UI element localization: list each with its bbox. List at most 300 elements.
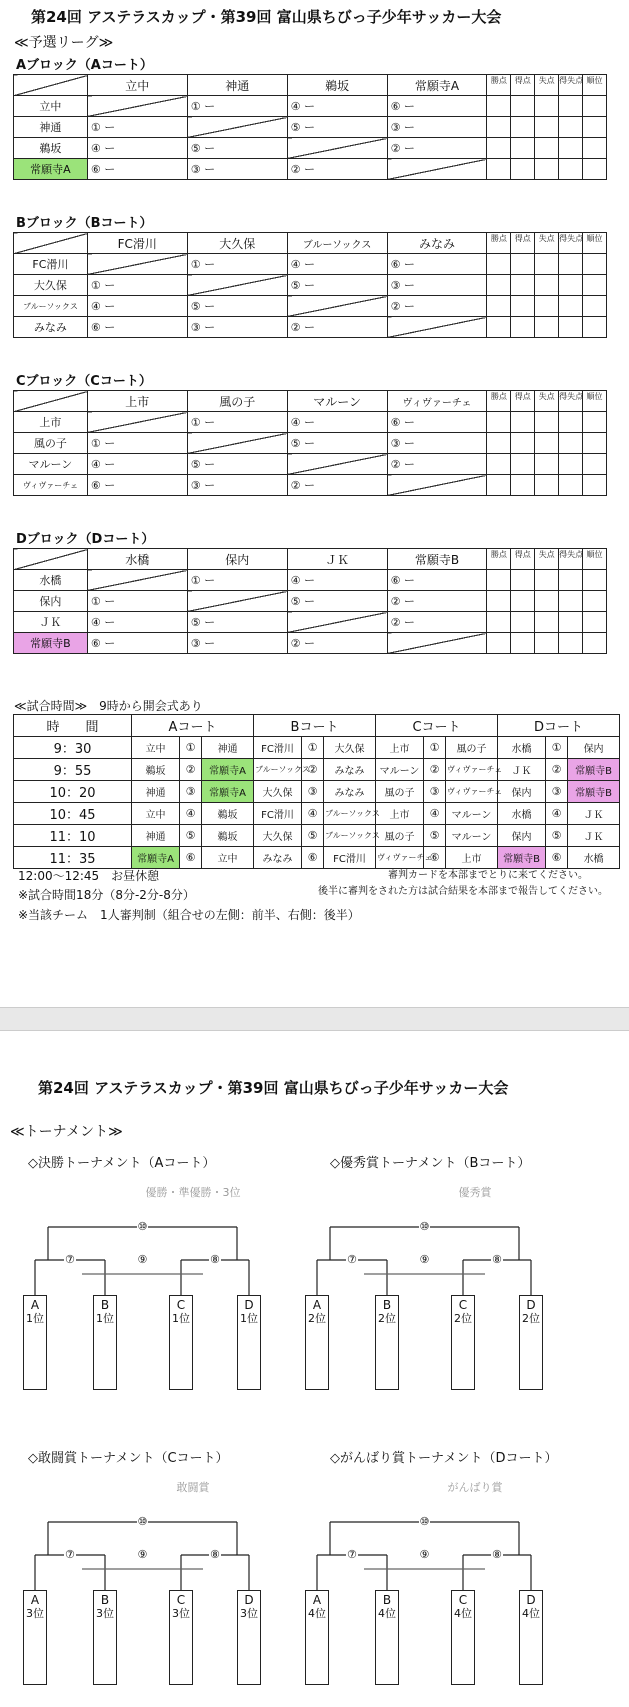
team-row-label: 常願寺A bbox=[14, 159, 88, 180]
self-match-cell bbox=[87, 412, 187, 433]
seed-rank: 4位 bbox=[308, 1607, 326, 1620]
team-name: 大久保 bbox=[324, 737, 376, 759]
team-name: みなみ bbox=[254, 847, 302, 869]
stat-header: 勝点 bbox=[487, 549, 511, 570]
match-cell: ④ ー bbox=[287, 96, 387, 117]
bracket-lines bbox=[18, 1212, 318, 1372]
seed-letter: B bbox=[382, 1593, 392, 1607]
seed-box bbox=[237, 1295, 261, 1390]
stat-cell bbox=[511, 454, 535, 475]
self-match-cell bbox=[187, 591, 287, 612]
stat-cell bbox=[559, 475, 583, 496]
team-name: 神通 bbox=[132, 781, 180, 803]
stat-cell bbox=[583, 570, 607, 591]
stat-header: 得点 bbox=[511, 549, 535, 570]
team-name: 常願寺A bbox=[202, 759, 254, 781]
match-number: ① bbox=[302, 737, 324, 759]
match-cell: ① ー bbox=[87, 275, 187, 296]
semifinal-number: ⑧ bbox=[492, 1548, 502, 1561]
block-heading: Dブロック（Dコート） bbox=[16, 532, 155, 547]
seed-letter: D bbox=[526, 1298, 536, 1312]
self-match-cell bbox=[87, 570, 187, 591]
match-cell: ④ ー bbox=[87, 296, 187, 317]
match-cell: ① ー bbox=[87, 591, 187, 612]
team-row-label: 大久保 bbox=[14, 275, 88, 296]
match-number: ② bbox=[424, 759, 446, 781]
stat-cell bbox=[559, 138, 583, 159]
team-row-label: マルーン bbox=[14, 454, 88, 475]
stat-cell bbox=[583, 454, 607, 475]
seed-box bbox=[93, 1590, 117, 1685]
team-row-label: ヴィヴァーチェ bbox=[14, 475, 88, 496]
match-cell: ⑤ ー bbox=[187, 138, 287, 159]
match-cell: ② ー bbox=[387, 454, 487, 475]
team-name: 保内 bbox=[498, 781, 546, 803]
team-name: 鵜坂 bbox=[132, 759, 180, 781]
stat-cell bbox=[511, 591, 535, 612]
stat-header: 失点 bbox=[535, 391, 559, 412]
match-cell: ① ー bbox=[87, 117, 187, 138]
stat-cell bbox=[559, 570, 583, 591]
stat-cell bbox=[511, 433, 535, 454]
team-row-label: みなみ bbox=[14, 317, 88, 338]
match-number: ⑤ bbox=[302, 825, 324, 847]
stat-cell bbox=[487, 296, 511, 317]
team-header: 常願寺B bbox=[387, 549, 487, 570]
stat-cell bbox=[511, 633, 535, 654]
team-row-label: ＪＫ bbox=[14, 612, 88, 633]
seed-box bbox=[237, 1590, 261, 1685]
match-number: ② bbox=[546, 759, 568, 781]
stat-cell bbox=[535, 317, 559, 338]
stat-cell bbox=[583, 591, 607, 612]
stat-cell bbox=[511, 159, 535, 180]
stat-cell bbox=[535, 475, 559, 496]
seed-rank: 4位 bbox=[454, 1607, 472, 1620]
team-row-label: 風の子 bbox=[14, 433, 88, 454]
page-separator bbox=[0, 1007, 629, 1031]
stat-cell bbox=[559, 412, 583, 433]
stat-header: 順位 bbox=[583, 233, 607, 254]
card-note-1: 審判カードを本部までとりに来てください。 bbox=[388, 870, 588, 881]
stat-cell bbox=[487, 433, 511, 454]
match-number: ① bbox=[546, 737, 568, 759]
stat-cell bbox=[535, 570, 559, 591]
league-table bbox=[13, 390, 607, 496]
stat-header: 失点 bbox=[535, 549, 559, 570]
seed-rank: 1位 bbox=[26, 1312, 44, 1325]
final-match-number: ⑩ bbox=[137, 1515, 148, 1528]
stat-cell bbox=[583, 317, 607, 338]
card-note-2: 後半に審判をされた方は試合結果を本部まで報告してください。 bbox=[318, 886, 608, 897]
seed-letter: B bbox=[382, 1298, 392, 1312]
match-number: ⑤ bbox=[546, 825, 568, 847]
team-name: ＪＫ bbox=[498, 759, 546, 781]
team-header: FC滑川 bbox=[87, 233, 187, 254]
team-name: ブルーソックス bbox=[254, 759, 302, 781]
league-table bbox=[13, 232, 607, 338]
self-match-cell bbox=[287, 454, 387, 475]
league-table bbox=[13, 74, 607, 180]
team-header: マルーン bbox=[287, 391, 387, 412]
match-cell: ⑤ ー bbox=[187, 454, 287, 475]
match-cell: ① ー bbox=[187, 412, 287, 433]
stat-cell bbox=[535, 138, 559, 159]
match-number: ⑥ bbox=[302, 847, 324, 869]
seed-box bbox=[305, 1295, 329, 1390]
seed-letter: A bbox=[30, 1298, 40, 1312]
stat-cell bbox=[487, 412, 511, 433]
stat-cell bbox=[535, 591, 559, 612]
seed-rank: 1位 bbox=[172, 1312, 190, 1325]
match-number: ⑥ bbox=[180, 847, 202, 869]
stat-header: 順位 bbox=[583, 75, 607, 96]
prize-label: 優秀賞 bbox=[458, 1186, 492, 1199]
self-match-cell bbox=[87, 96, 187, 117]
match-number: ② bbox=[302, 759, 324, 781]
match-cell: ② ー bbox=[387, 612, 487, 633]
stat-header: 勝点 bbox=[487, 391, 511, 412]
seed-box bbox=[93, 1295, 117, 1390]
match-cell: ② ー bbox=[387, 591, 487, 612]
match-number: ④ bbox=[546, 803, 568, 825]
seed-rank: 3位 bbox=[172, 1607, 190, 1620]
match-number: ⑤ bbox=[424, 825, 446, 847]
stat-header: 得点 bbox=[511, 233, 535, 254]
match-cell: ③ ー bbox=[187, 633, 287, 654]
seed-letter: A bbox=[312, 1593, 322, 1607]
prize-label: 敢闘賞 bbox=[176, 1481, 210, 1494]
third-place-number: ⑨ bbox=[419, 1253, 430, 1266]
seed-letter: A bbox=[30, 1593, 40, 1607]
bracket-lines bbox=[18, 1507, 318, 1667]
stat-header: 勝点 bbox=[487, 233, 511, 254]
seed-rank: 3位 bbox=[240, 1607, 258, 1620]
match-cell: ④ ー bbox=[87, 612, 187, 633]
match-number: ③ bbox=[180, 781, 202, 803]
stat-cell bbox=[559, 317, 583, 338]
match-cell: ⑥ ー bbox=[87, 317, 187, 338]
team-name: マルーン bbox=[376, 759, 424, 781]
match-cell: ⑥ ー bbox=[387, 412, 487, 433]
stat-cell bbox=[559, 454, 583, 475]
match-number: ④ bbox=[180, 803, 202, 825]
team-name: 風の子 bbox=[376, 781, 424, 803]
seed-box bbox=[169, 1295, 193, 1390]
seed-letter: D bbox=[526, 1593, 536, 1607]
stat-cell bbox=[487, 96, 511, 117]
seed-rank: 4位 bbox=[378, 1607, 396, 1620]
team-name: 上市 bbox=[376, 737, 424, 759]
seed-box bbox=[451, 1295, 475, 1390]
seed-box bbox=[23, 1295, 47, 1390]
team-header: みなみ bbox=[387, 233, 487, 254]
match-cell: ④ ー bbox=[87, 454, 187, 475]
stat-cell bbox=[535, 412, 559, 433]
stat-cell bbox=[583, 138, 607, 159]
team-name: FC滑川 bbox=[254, 737, 302, 759]
stat-cell bbox=[583, 612, 607, 633]
match-cell: ③ ー bbox=[187, 159, 287, 180]
seed-letter: A bbox=[312, 1298, 322, 1312]
stat-cell bbox=[511, 296, 535, 317]
self-match-cell bbox=[287, 296, 387, 317]
match-time: 9：30 bbox=[14, 737, 132, 759]
match-cell: ⑥ ー bbox=[87, 633, 187, 654]
match-cell: ② ー bbox=[287, 317, 387, 338]
seed-rank: 2位 bbox=[522, 1312, 540, 1325]
semifinal-number: ⑦ bbox=[65, 1253, 75, 1266]
stat-cell bbox=[535, 633, 559, 654]
match-number: ① bbox=[424, 737, 446, 759]
stat-cell bbox=[583, 96, 607, 117]
match-cell: ① ー bbox=[187, 254, 287, 275]
stat-header: 順位 bbox=[583, 549, 607, 570]
stat-cell bbox=[583, 433, 607, 454]
team-row-label: ブルーソックス bbox=[14, 296, 88, 317]
match-cell: ③ ー bbox=[187, 475, 287, 496]
team-name: 立中 bbox=[132, 803, 180, 825]
schedule-table bbox=[13, 714, 620, 869]
semifinal-number: ⑧ bbox=[210, 1253, 220, 1266]
match-cell: ② ー bbox=[287, 633, 387, 654]
stat-header: 失点 bbox=[535, 75, 559, 96]
stat-header: 失点 bbox=[535, 233, 559, 254]
team-header: 神通 bbox=[187, 75, 287, 96]
semifinal-number: ⑧ bbox=[492, 1253, 502, 1266]
team-name: 鵜坂 bbox=[202, 825, 254, 847]
stat-cell bbox=[487, 117, 511, 138]
court-header: Dコート bbox=[498, 715, 620, 737]
prize-label: 優勝・準優勝・3位 bbox=[145, 1186, 241, 1199]
team-header: 立中 bbox=[87, 75, 187, 96]
team-row-label: 鵜坂 bbox=[14, 138, 88, 159]
team-header: 鵜坂 bbox=[287, 75, 387, 96]
stat-cell bbox=[559, 296, 583, 317]
team-name: 立中 bbox=[202, 847, 254, 869]
match-cell: ③ ー bbox=[387, 433, 487, 454]
stat-cell bbox=[535, 454, 559, 475]
match-cell: ⑥ ー bbox=[387, 254, 487, 275]
stat-header: 勝点 bbox=[487, 75, 511, 96]
seed-rank: 1位 bbox=[240, 1312, 258, 1325]
self-match-cell bbox=[187, 117, 287, 138]
match-cell: ⑤ ー bbox=[287, 275, 387, 296]
third-place-number: ⑨ bbox=[137, 1253, 148, 1266]
stat-header: 得点 bbox=[511, 75, 535, 96]
stat-cell bbox=[535, 254, 559, 275]
match-time: 11：10 bbox=[14, 825, 132, 847]
match-number: ③ bbox=[302, 781, 324, 803]
corner-cell bbox=[14, 233, 88, 254]
prize-label: がんばり賞 bbox=[447, 1481, 503, 1494]
team-name: ＪＫ bbox=[568, 825, 620, 847]
court-header: Cコート bbox=[376, 715, 498, 737]
team-row-label: 保内 bbox=[14, 591, 88, 612]
team-name: 風の子 bbox=[376, 825, 424, 847]
stat-cell bbox=[559, 591, 583, 612]
stat-cell bbox=[583, 475, 607, 496]
team-header: ＪＫ bbox=[287, 549, 387, 570]
team-header: 大久保 bbox=[187, 233, 287, 254]
team-name: 保内 bbox=[498, 825, 546, 847]
stat-header: 得失点 bbox=[559, 391, 583, 412]
seed-box bbox=[451, 1590, 475, 1685]
stat-cell bbox=[535, 159, 559, 180]
team-row-label: 立中 bbox=[14, 96, 88, 117]
team-name: 上市 bbox=[446, 847, 498, 869]
team-name: みなみ bbox=[324, 759, 376, 781]
final-match-number: ⑩ bbox=[419, 1220, 430, 1233]
bracket-lines bbox=[300, 1212, 600, 1372]
match-time: 11：35 bbox=[14, 847, 132, 869]
team-name: 水橋 bbox=[498, 737, 546, 759]
seed-box bbox=[305, 1590, 329, 1685]
team-name: ブルーソックス bbox=[324, 825, 376, 847]
stat-cell bbox=[583, 296, 607, 317]
match-number: ③ bbox=[546, 781, 568, 803]
match-cell: ⑤ ー bbox=[287, 591, 387, 612]
team-name: 常願寺B bbox=[498, 847, 546, 869]
seed-rank: 2位 bbox=[454, 1312, 472, 1325]
match-number: ④ bbox=[424, 803, 446, 825]
bracket-lines bbox=[300, 1507, 600, 1667]
team-name: ヴィヴァーチェ bbox=[376, 847, 424, 869]
match-number: ⑥ bbox=[424, 847, 446, 869]
stat-cell bbox=[487, 633, 511, 654]
tournament-heading: ≪トーナメント≫ bbox=[10, 1124, 123, 1140]
page-title-2: 第24回 アステラスカップ・第39回 富山県ちびっ子少年サッカー大会 bbox=[38, 1079, 509, 1097]
stat-cell bbox=[535, 296, 559, 317]
seed-box bbox=[375, 1295, 399, 1390]
match-time: 10：45 bbox=[14, 803, 132, 825]
seed-letter: B bbox=[100, 1593, 110, 1607]
tournament-title: ◇決勝トーナメント（Aコート） bbox=[28, 1156, 216, 1171]
team-row-label: 神通 bbox=[14, 117, 88, 138]
match-number: ② bbox=[180, 759, 202, 781]
seed-rank: 2位 bbox=[308, 1312, 326, 1325]
team-name: 水橋 bbox=[568, 847, 620, 869]
third-place-number: ⑨ bbox=[137, 1548, 148, 1561]
team-name: FC滑川 bbox=[254, 803, 302, 825]
self-match-cell bbox=[287, 138, 387, 159]
schedule-heading: ≪試合時間≫ 9時から開会式あり bbox=[14, 699, 203, 713]
stat-cell bbox=[535, 96, 559, 117]
match-cell: ② ー bbox=[287, 159, 387, 180]
stat-cell bbox=[583, 633, 607, 654]
stat-cell bbox=[559, 254, 583, 275]
stat-cell bbox=[583, 117, 607, 138]
block-heading: Aブロック（Aコート） bbox=[16, 58, 153, 73]
stat-cell bbox=[511, 275, 535, 296]
semifinal-number: ⑦ bbox=[347, 1253, 357, 1266]
stat-cell bbox=[511, 254, 535, 275]
stat-cell bbox=[487, 254, 511, 275]
team-row-label: 水橋 bbox=[14, 570, 88, 591]
semifinal-number: ⑦ bbox=[65, 1548, 75, 1561]
seed-box bbox=[519, 1590, 543, 1685]
stat-cell bbox=[511, 317, 535, 338]
stat-cell bbox=[535, 117, 559, 138]
stat-cell bbox=[511, 412, 535, 433]
lunch-note: 12:00〜12:45 お昼休憩 bbox=[18, 869, 160, 883]
team-name: 鵜坂 bbox=[202, 803, 254, 825]
match-cell: ② ー bbox=[387, 138, 487, 159]
stat-cell bbox=[487, 475, 511, 496]
block-heading: Cブロック（Cコート） bbox=[16, 374, 152, 389]
stat-cell bbox=[487, 570, 511, 591]
tournament-title: ◇敢闘賞トーナメント（Cコート） bbox=[28, 1451, 229, 1466]
stat-cell bbox=[511, 138, 535, 159]
match-cell: ③ ー bbox=[387, 275, 487, 296]
match-cell: ③ ー bbox=[187, 317, 287, 338]
stat-header: 得失点 bbox=[559, 549, 583, 570]
self-match-cell bbox=[387, 317, 487, 338]
corner-cell bbox=[14, 391, 88, 412]
self-match-cell bbox=[87, 254, 187, 275]
league-table bbox=[13, 548, 607, 654]
match-cell: ② ー bbox=[387, 296, 487, 317]
match-cell: ⑤ ー bbox=[187, 612, 287, 633]
stat-header: 得失点 bbox=[559, 233, 583, 254]
stat-cell bbox=[559, 433, 583, 454]
stat-cell bbox=[535, 433, 559, 454]
match-number: ⑥ bbox=[546, 847, 568, 869]
team-name: ブルーソックス bbox=[324, 803, 376, 825]
team-header: 保内 bbox=[187, 549, 287, 570]
seed-letter: D bbox=[244, 1593, 254, 1607]
match-number: ① bbox=[180, 737, 202, 759]
match-cell: ④ ー bbox=[87, 138, 187, 159]
team-name: 神通 bbox=[202, 737, 254, 759]
team-header: 風の子 bbox=[187, 391, 287, 412]
seed-letter: C bbox=[458, 1298, 468, 1312]
stat-header: 得失点 bbox=[559, 75, 583, 96]
seed-box bbox=[169, 1590, 193, 1685]
team-header: ヴィヴァーチェ bbox=[387, 391, 487, 412]
stat-cell bbox=[583, 275, 607, 296]
team-row-label: 上市 bbox=[14, 412, 88, 433]
self-match-cell bbox=[387, 475, 487, 496]
team-name: ＪＫ bbox=[568, 803, 620, 825]
final-match-number: ⑩ bbox=[137, 1220, 148, 1233]
semifinal-number: ⑦ bbox=[347, 1548, 357, 1561]
match-cell: ① ー bbox=[187, 96, 287, 117]
match-time: 10：20 bbox=[14, 781, 132, 803]
match-cell: ④ ー bbox=[287, 570, 387, 591]
team-name: 大久保 bbox=[254, 781, 302, 803]
stat-cell bbox=[487, 159, 511, 180]
stat-header: 得点 bbox=[511, 391, 535, 412]
seed-rank: 3位 bbox=[26, 1607, 44, 1620]
court-header: Aコート bbox=[132, 715, 254, 737]
team-name: 常願寺A bbox=[132, 847, 180, 869]
seed-box bbox=[375, 1590, 399, 1685]
stat-cell bbox=[559, 117, 583, 138]
match-cell: ⑥ ー bbox=[387, 96, 487, 117]
stat-cell bbox=[583, 159, 607, 180]
stat-cell bbox=[511, 570, 535, 591]
stat-cell bbox=[487, 612, 511, 633]
seed-letter: D bbox=[244, 1298, 254, 1312]
stat-cell bbox=[511, 475, 535, 496]
team-name: 神通 bbox=[132, 825, 180, 847]
third-place-number: ⑨ bbox=[419, 1548, 430, 1561]
stat-cell bbox=[535, 612, 559, 633]
league-heading: ≪予選リーグ≫ bbox=[14, 35, 114, 51]
seed-box bbox=[519, 1295, 543, 1390]
team-name: 常願寺A bbox=[202, 781, 254, 803]
